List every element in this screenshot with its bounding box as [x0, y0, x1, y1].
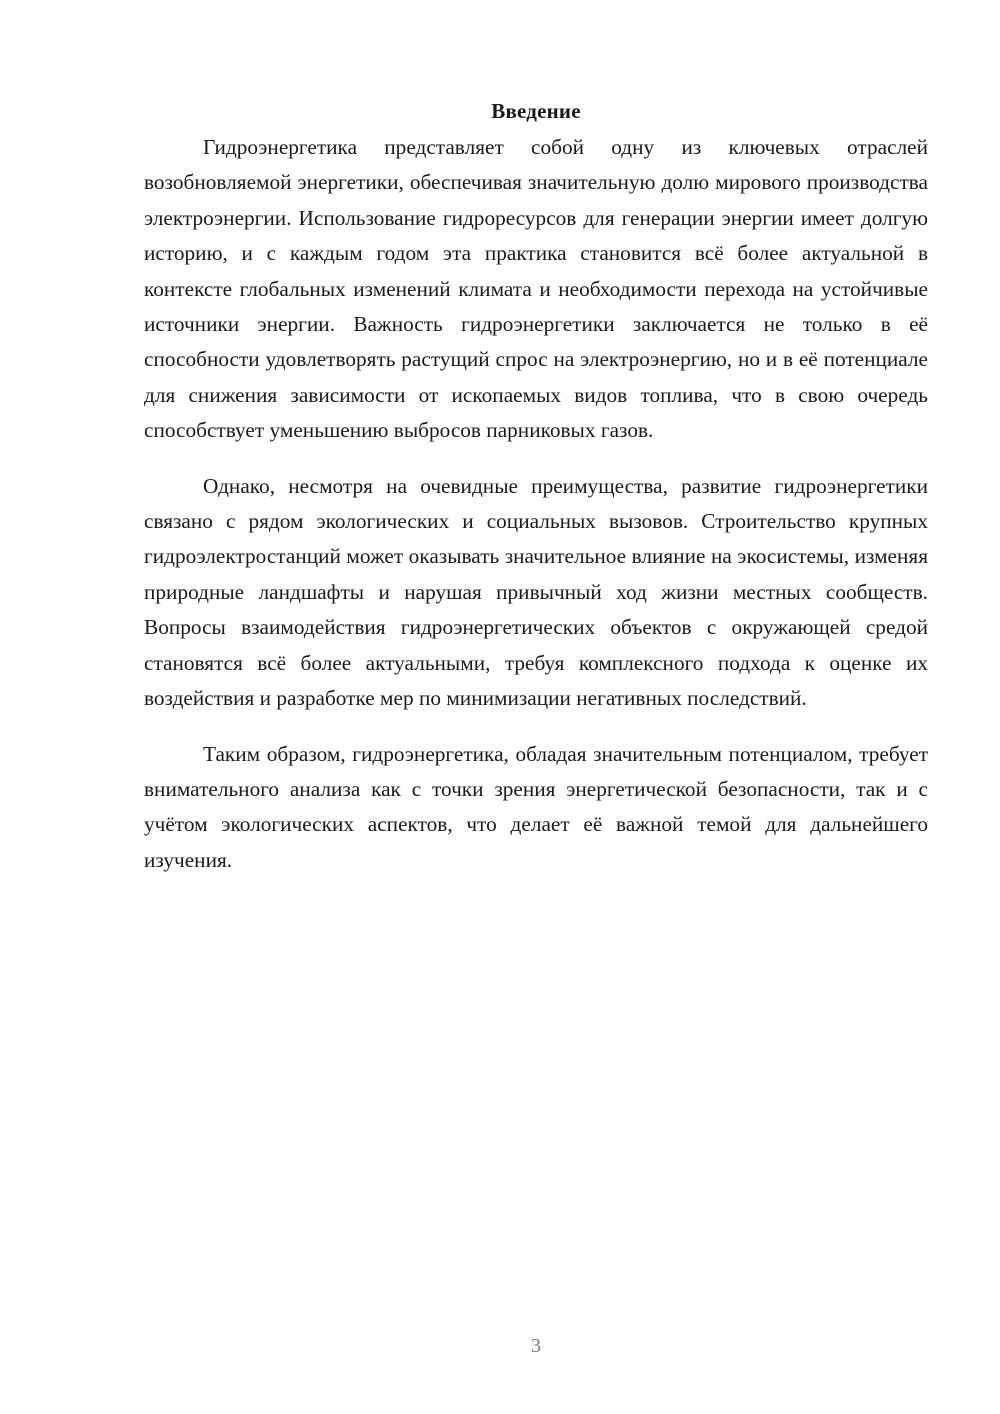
paragraph-1: Гидроэнергетика представляет собой одну из ключевых отраслей возобновляемой энергетики, обеспечивая значительную долю мирового производства электроэнергии. Использование гидроресурсов для генерации энергии имеет долгую историю, и с каждым годом эта практика становится всё более актуальной в контексте глобальных изменений климата и необходимости перехода на устойчивые источники энергии. Важность гидроэнергетики заключается не только в её способности удовлетворять растущий спрос на электроэнергию, но и в её потенциале для снижения зависимости от ископаемых видов топлива, что в свою очередь способствует уменьшению выбросов парниковых газов.	[144, 135, 928, 443]
page-content	[144, 96, 928, 898]
section-heading: Введение	[491, 99, 581, 123]
paragraph-3: Таким образом, гидроэнергетика, обладая значительным потенциалом, требует внимательного анализа как с точки зрения энергетической безопасности, так и с учётом экологических аспектов, что делает её важной темой для дальнейшего изучения.	[144, 741, 928, 872]
page-number: 3	[531, 1335, 541, 1357]
paragraph-2: Однако, несмотря на очевидные преимущества, развитие гидроэнергетики связано с рядом экологических и социальных вызовов. Строительство крупных гидроэлектростанций может оказывать значительное влияние на экосистемы, изменяя природные ландшафты и нарушая привычный ход жизни местных сообществ. Вопросы взаимодействия гидроэнергетических объектов с окружающей средой становятся всё более актуальными, требуя комплексного подхода к оценке их воздействия и разработке мер по минимизации негативных последствий.	[144, 473, 928, 711]
